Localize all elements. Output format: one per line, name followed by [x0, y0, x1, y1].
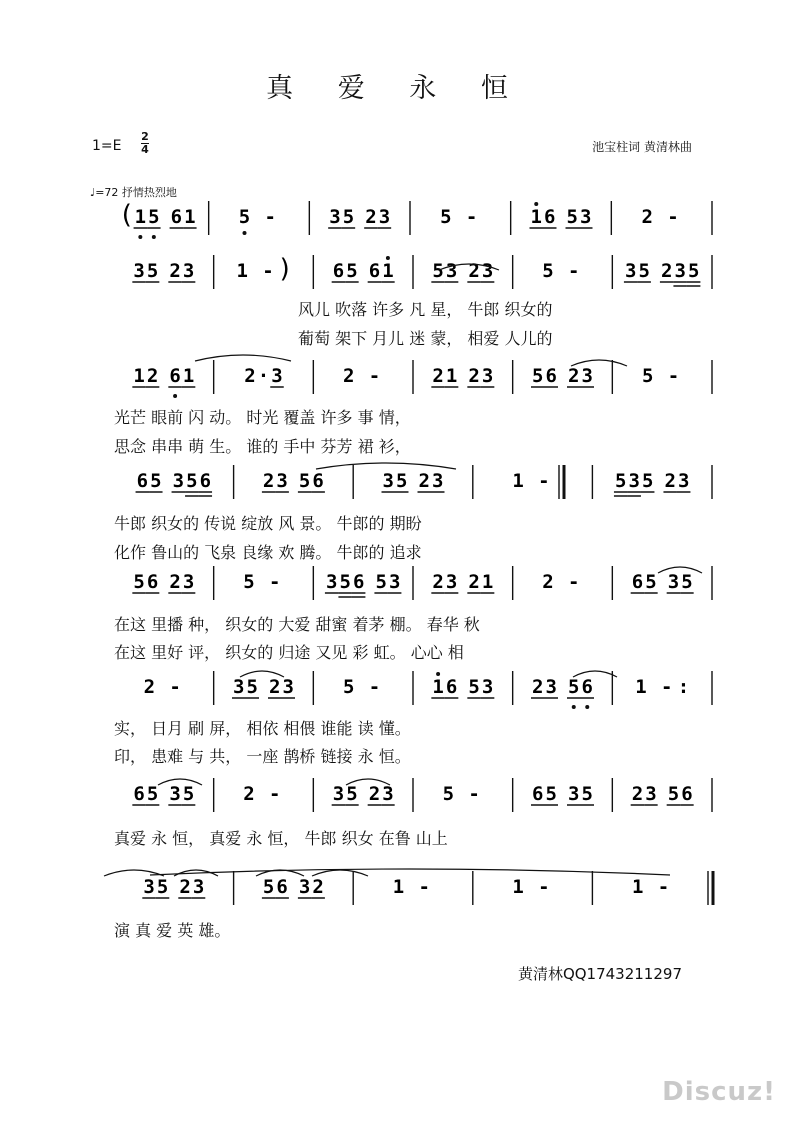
note-digit: 5 — [568, 676, 580, 698]
time-signature-numerator: 2 — [141, 130, 149, 143]
note-digit: 3 — [332, 783, 345, 805]
note-digit: 5 — [262, 876, 275, 898]
note-digit: 2 — [179, 876, 191, 898]
lyric-line: 印， 患难 与 共， 一座 鹊桥 链接 永 恒。 — [114, 747, 411, 766]
note-digit: 3 — [432, 470, 444, 492]
lyric-line: 在这 里好 评， 织女的 归途 又见 彩 虹。 心心 相 — [114, 643, 464, 662]
note-digit: 6 — [169, 365, 181, 387]
note-digit: - — [269, 783, 281, 805]
note-digit: 1 — [512, 470, 524, 492]
lyric-line: 葡萄 架下 月儿 迷 蒙， 相爱 人儿的 — [298, 329, 553, 348]
lyric-line: 牛郎 织女的 传说 绽放 风 景。 牛郎的 期盼 — [114, 514, 422, 533]
note-digit: 2 — [269, 676, 281, 698]
note-digit: 6 — [352, 571, 365, 593]
note-digit: 3 — [282, 676, 294, 698]
note-digit: - — [538, 470, 550, 492]
note-digit: 3 — [545, 676, 557, 698]
note-digit: 3 — [568, 783, 580, 805]
note-digit: - — [169, 676, 181, 698]
note-digit: 1 — [236, 260, 248, 282]
note-digit: 2 — [365, 206, 377, 228]
note-digit: 2 — [468, 365, 480, 387]
note-digit: 1 — [134, 206, 147, 228]
note-digit: 5 — [346, 783, 358, 805]
lyric-line: 化作 鲁山的 飞泉 良缘 欢 腾。 牛郎的 追求 — [114, 543, 422, 562]
note-digit: 6 — [276, 876, 288, 898]
note-digit: 1 — [631, 876, 644, 898]
note-digit: - — [538, 876, 550, 898]
note-digit: 2 — [169, 571, 181, 593]
note-digit: 5 — [146, 783, 159, 805]
note-digit: 2 — [244, 365, 256, 387]
note-digit: 5 — [186, 470, 198, 492]
lyric-line: 在这 里播 种， 织女的 大爱 甜蜜 着茅 棚。 春华 秋 — [114, 615, 480, 634]
note-digit: 2 — [418, 470, 430, 492]
note-digit: 5 — [545, 783, 557, 805]
note-digit: 5 — [346, 260, 358, 282]
note-digit: 3 — [481, 260, 494, 282]
note-digit: 6 — [170, 206, 183, 228]
note-digit: 5 — [614, 470, 627, 492]
note-digit: 6 — [136, 470, 149, 492]
note-digit: 3 — [677, 470, 690, 492]
note-digit: 5 — [432, 260, 444, 282]
note-digit: - — [657, 876, 670, 898]
credits: 池宝柱词 黄清林曲 — [592, 140, 692, 154]
note-digit: 2 — [631, 783, 644, 805]
note-digit: 5 — [298, 470, 311, 492]
note-digit: - — [264, 206, 276, 228]
note-digit: 6 — [332, 260, 345, 282]
note-digit: - — [418, 876, 430, 898]
note-digit: 3 — [580, 206, 592, 228]
note-digit: 3 — [581, 365, 593, 387]
note-digit: · — [257, 365, 270, 387]
note-digit: 1 — [133, 365, 145, 387]
note-digit: 5 — [182, 783, 195, 805]
note-digit: - — [660, 676, 673, 698]
note-digit: 3 — [645, 783, 657, 805]
note-digit: 5 — [396, 470, 408, 492]
note-digit: 6 — [681, 783, 693, 805]
note-digit: 6 — [368, 260, 381, 282]
note-digit: 2 — [368, 783, 381, 805]
note-digit: 5 — [687, 260, 700, 282]
note-digit: 3 — [624, 260, 637, 282]
note-digit: - — [667, 206, 679, 228]
song-title: 真 爱 永 恒 — [266, 73, 526, 104]
note-digit: 2 — [143, 676, 156, 698]
note-digit: 3 — [233, 676, 245, 698]
note-digit: 3 — [445, 260, 458, 282]
note-digit: 3 — [182, 571, 195, 593]
note-digit: 3 — [172, 470, 185, 492]
note-digit: - — [269, 571, 281, 593]
note-digit: 3 — [192, 876, 205, 898]
watermark: Discuz! — [662, 1077, 776, 1107]
note-digit: - — [262, 260, 274, 282]
note-digit: 2 — [262, 470, 275, 492]
note-digit: 2 — [542, 571, 554, 593]
note-digit: 5 — [641, 470, 654, 492]
note-digit: - — [465, 206, 478, 228]
note-digit: 2 — [169, 260, 181, 282]
note-digit: 3 — [445, 571, 458, 593]
lyric-line: 光芒 眼前 闪 动。 时光 覆盖 许多 事 情， — [114, 408, 411, 427]
note-digit: 2 — [432, 571, 444, 593]
note-digit: 1 — [481, 571, 494, 593]
note-digit: 5 — [581, 783, 593, 805]
note-digit: 5 — [148, 206, 160, 228]
note-digit: 6 — [631, 571, 644, 593]
note-digit: 6 — [133, 783, 145, 805]
note-digit: 3 — [271, 365, 283, 387]
note-digit: 6 — [312, 470, 324, 492]
note-digit: 5 — [243, 571, 255, 593]
note-digit: 5 — [542, 260, 554, 282]
note-digit: 5 — [146, 260, 159, 282]
note-digit: 5 — [156, 876, 169, 898]
note-digit: 5 — [468, 676, 480, 698]
note-digit: 6 — [544, 206, 556, 228]
note-digit: 3 — [382, 783, 394, 805]
note-digit: 2 — [146, 365, 159, 387]
note-digit: 2 — [468, 260, 480, 282]
repeat-bracket: ) — [279, 254, 290, 284]
note-digit: 3 — [329, 206, 341, 228]
note-digit: 1 — [635, 676, 647, 698]
note-digit: 5 — [566, 206, 578, 228]
note-digit: 5 — [532, 365, 544, 387]
note-digit: 6 — [445, 676, 458, 698]
lyric-line: 风儿 吹落 许多 凡 星， 牛郎 织女的 — [298, 300, 553, 319]
note-digit: 6 — [581, 676, 593, 698]
note-digit: 2 — [641, 206, 653, 228]
note-digit: 1 — [382, 260, 394, 282]
arranger-signature: 黄清林QQ1743211297 — [517, 965, 682, 983]
note-digit: 2 — [342, 365, 355, 387]
note-digit: 3 — [628, 470, 640, 492]
note-digit: 3 — [169, 783, 181, 805]
note-digit: 3 — [382, 470, 394, 492]
note-digit: 3 — [378, 206, 391, 228]
note-digit: 3 — [481, 676, 494, 698]
note-digit: 1 — [432, 676, 444, 698]
key-signature: 1=E — [92, 138, 122, 154]
note-digit: 6 — [545, 365, 557, 387]
note-digit: 5 — [641, 365, 654, 387]
note-digit: 1 — [392, 876, 405, 898]
note-digit: 5 — [442, 783, 455, 805]
note-digit: 6 — [532, 783, 544, 805]
note-digit: 5 — [133, 571, 145, 593]
note-digit: - — [568, 571, 580, 593]
note-digit: 5 — [339, 571, 351, 593]
note-digit: - — [468, 783, 480, 805]
note-digit: 1 — [445, 365, 458, 387]
note-digit: 5 — [375, 571, 387, 593]
note-digit: 5 — [645, 571, 657, 593]
note-digit: 5 — [440, 206, 452, 228]
note-digit: 2 — [664, 470, 676, 492]
repeat-bracket: ( — [121, 200, 132, 230]
note-digit: 5 — [681, 571, 693, 593]
note-digit: 1 — [182, 365, 195, 387]
note-digit: 6 — [199, 470, 212, 492]
note-digit: 3 — [667, 571, 680, 593]
note-digit: 3 — [276, 470, 288, 492]
time-signature-denominator: 4 — [141, 143, 149, 156]
note-digit: 3 — [182, 260, 195, 282]
note-digit: 2 — [568, 365, 580, 387]
lyric-line: 实， 日月 刷 屏， 相依 相偎 谁能 读 懂。 — [114, 719, 411, 738]
tempo-marking: ♩=72 抒情热烈地 — [90, 186, 177, 199]
note-digit: 5 — [667, 783, 680, 805]
note-digit: 1 — [530, 206, 542, 228]
note-digit: 3 — [674, 260, 686, 282]
note-digit: - — [368, 676, 381, 698]
note-digit: 1 — [512, 876, 524, 898]
note-digit: 2 — [312, 876, 324, 898]
note-digit: 5 — [246, 676, 258, 698]
note-digit: 5 — [150, 470, 162, 492]
note-digit: 5 — [342, 676, 355, 698]
note-digit: 3 — [325, 571, 338, 593]
note-digit: 2 — [468, 571, 480, 593]
note-digit: 5 — [238, 206, 251, 228]
note-digit: 2 — [532, 676, 544, 698]
note-digit: 2 — [432, 365, 444, 387]
lyric-line: 演 真 爱 英 雄。 — [114, 921, 231, 940]
note-digit: 3 — [481, 365, 494, 387]
note-digit: 1 — [184, 206, 196, 228]
note-digit: 2 — [660, 260, 673, 282]
note-digit: - — [568, 260, 580, 282]
lyric-line: 思念 串串 萌 生。 谁的 手中 芬芳 裙 衫， — [114, 437, 411, 456]
note-digit: 2 — [243, 783, 255, 805]
note-digit: 3 — [298, 876, 311, 898]
note-digit: 5 — [638, 260, 650, 282]
note-digit: 3 — [133, 260, 145, 282]
note-digit: - — [667, 365, 680, 387]
note-digit: 3 — [143, 876, 155, 898]
note-digit: 6 — [146, 571, 159, 593]
note-digit: 3 — [388, 571, 401, 593]
lyric-line: 真爱 永 恒， 真爱 永 恒， 牛郎 织女 在鲁 山上 — [114, 829, 448, 848]
note-digit: - — [368, 365, 381, 387]
note-digit: : — [677, 676, 690, 698]
note-digit: 5 — [342, 206, 355, 228]
